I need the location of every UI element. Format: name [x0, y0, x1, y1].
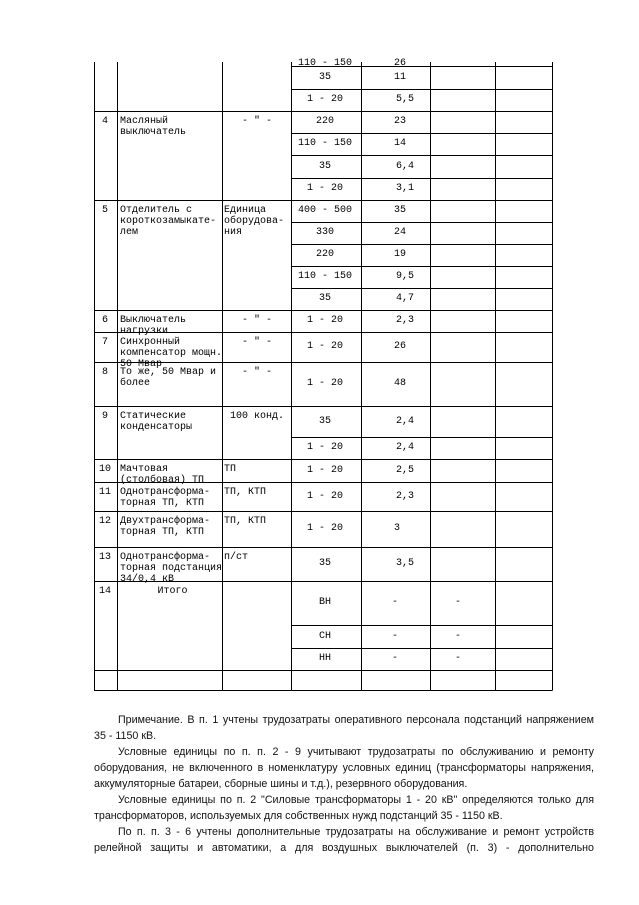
table-cell-val: 26 — [394, 58, 407, 69]
table-cell-volt: 1 - 20 — [306, 341, 343, 352]
table-cell-num: 13 — [98, 552, 111, 563]
table-cell-unit: 100 конд. — [229, 411, 284, 422]
table-cell-unit: ТП, КТП — [224, 516, 267, 527]
table-cell-name: Однотрансформа- торная подстанция 34/0,4 кВ — [120, 552, 223, 585]
table-cell-name: Отделитель с короткозамыкате- лем — [120, 205, 217, 238]
table-cell-name: Масляный выключатель — [120, 116, 187, 138]
table-cell-ex: - — [454, 597, 461, 608]
table-cell-val: 3,5 — [395, 558, 414, 569]
table-cell-volt: ВН — [318, 597, 331, 608]
table-cell-volt: 110 - 150 — [297, 271, 352, 282]
table-cell-name: Синхронный компенсатор мощн. 50 Мвар — [120, 337, 223, 370]
table-cell-name: Статические конденсаторы — [120, 411, 193, 433]
note-paragraph-4: По п. п. 3 - 6 учтены дополнительные трудозатраты на обслуживание и ремонт устройств релейной защиты и автоматики, а для воздушных выключателей (п. 3) - дополнительно — [94, 826, 594, 854]
table-cell-val: 2,4 — [395, 442, 414, 453]
table-cell-volt: 1 - 20 — [306, 315, 343, 326]
table-cell-volt: 35 — [318, 161, 331, 172]
table-cell-num: 11 — [98, 487, 111, 498]
table-cell-val: 24 — [394, 227, 407, 238]
table-cell-num: 6 — [101, 315, 108, 326]
table-cell-val: 19 — [394, 249, 407, 260]
table-cell-volt: 35 — [318, 558, 331, 569]
table-cell-name: Двухтрансформа- торная ТП, КТП — [120, 516, 211, 538]
table-cell-unit: - " - — [241, 116, 272, 127]
table-cell-val: 3,1 — [395, 183, 414, 194]
table-cell-unit: - " - — [241, 337, 272, 348]
table-cell-unit: - " - — [241, 315, 272, 326]
table-cell-volt: НН — [318, 653, 331, 664]
table-cell-volt: 1 - 20 — [306, 491, 343, 502]
table-cell-volt: 1 - 20 — [306, 442, 343, 453]
table-cell-volt: 110 - 150 — [297, 138, 352, 149]
table-cell-val: 11 — [394, 72, 407, 83]
table-cell-val: 2,5 — [395, 465, 414, 476]
table-cell-unit: - " - — [241, 367, 272, 378]
table-cell-volt: 220 — [315, 249, 334, 260]
table-cell-num: 5 — [101, 205, 108, 216]
table-cell-num: 8 — [101, 367, 108, 378]
table-cell-num: 4 — [101, 116, 108, 127]
table-cell-volt: 1 - 20 — [306, 183, 343, 194]
table-cell-num: 9 — [101, 411, 108, 422]
table-cell-ex: - — [454, 653, 461, 664]
table-cell-val: 5,5 — [395, 94, 414, 105]
table-cell-val: 14 — [394, 138, 407, 149]
table-cell-val: - — [391, 653, 398, 664]
table-cell-volt: 35 — [318, 293, 331, 304]
table-cell-unit: п/ст — [224, 552, 249, 563]
table-cell-name: Мачтовая (столбовая) ТП — [120, 464, 205, 486]
note-paragraph-1: Примечание. В п. 1 учтены трудозатраты оперативного персонала подстанций напряжением 35 - 1150 кВ. — [94, 714, 594, 742]
table-cell-volt: 220 — [315, 116, 334, 127]
table-cell-ex: - — [454, 631, 461, 642]
table-cell-name: Итого — [157, 586, 188, 597]
table-cell-volt: 330 — [315, 227, 334, 238]
table-cell-val: - — [391, 597, 398, 608]
table-cell-num: 10 — [98, 464, 111, 475]
table-cell-volt: 1 - 20 — [306, 465, 343, 476]
table-cell-num: 14 — [98, 586, 111, 597]
table-cell-val: 35 — [394, 205, 407, 216]
table-cell-val: - — [391, 631, 398, 642]
table-cell-val: 3 — [394, 523, 401, 534]
table-cell-val: 6,4 — [395, 161, 414, 172]
table-cell-volt: 400 - 500 — [297, 205, 352, 216]
table-cell-num: 12 — [98, 516, 111, 527]
table-cell-volt: 35 — [318, 416, 331, 427]
table-cell-val: 4,7 — [395, 293, 414, 304]
table-cell-volt: 110 - 150 — [297, 58, 352, 69]
table-cell-unit: ТП — [224, 464, 237, 475]
table-cell-name: То же, 50 Мвар и более — [120, 367, 217, 389]
note-paragraph-3: Условные единицы по п. 2 "Силовые трансформаторы 1 - 20 кВ" определяются только для трансформаторов, используемых для собственных нужд подстанций 35 - 1150 кВ. — [94, 794, 594, 822]
table-cell-val: 9,5 — [395, 271, 414, 282]
table-cell-val: 2,3 — [395, 491, 414, 502]
table-cell-val: 23 — [394, 116, 407, 127]
table-cell-name: Выключатель нагрузки — [120, 315, 187, 337]
table-cell-val: 2,3 — [395, 315, 414, 326]
table-cell-num: 7 — [101, 337, 108, 348]
table-cell-unit: ТП, КТП — [224, 487, 267, 498]
table-cell-volt: 35 — [318, 72, 331, 83]
table-cell-val: 2,4 — [395, 416, 414, 427]
note-paragraph-2: Условные единицы по п. п. 2 - 9 учитывают трудозатраты по обслуживанию и ремонту оборудования, не включенного в номенклатуру условных единиц (трансформаторы напряжения, аккумуляторные батареи, сборные шины и т.д.), резервного оборудования. — [94, 746, 594, 790]
table-cell-name: Однотрансформа- торная ТП, КТП — [120, 487, 211, 509]
notes-section — [94, 712, 594, 856]
table-cell-val: 26 — [394, 341, 407, 352]
table-cell-volt: 1 - 20 — [306, 94, 343, 105]
table-cell-volt: 1 - 20 — [306, 378, 343, 389]
table-cell-volt: 1 - 20 — [306, 523, 343, 534]
table-cell-unit: Единица оборудова- ния — [224, 205, 285, 238]
table-cell-volt: СН — [318, 631, 331, 642]
table-cell-val: 48 — [394, 378, 407, 389]
